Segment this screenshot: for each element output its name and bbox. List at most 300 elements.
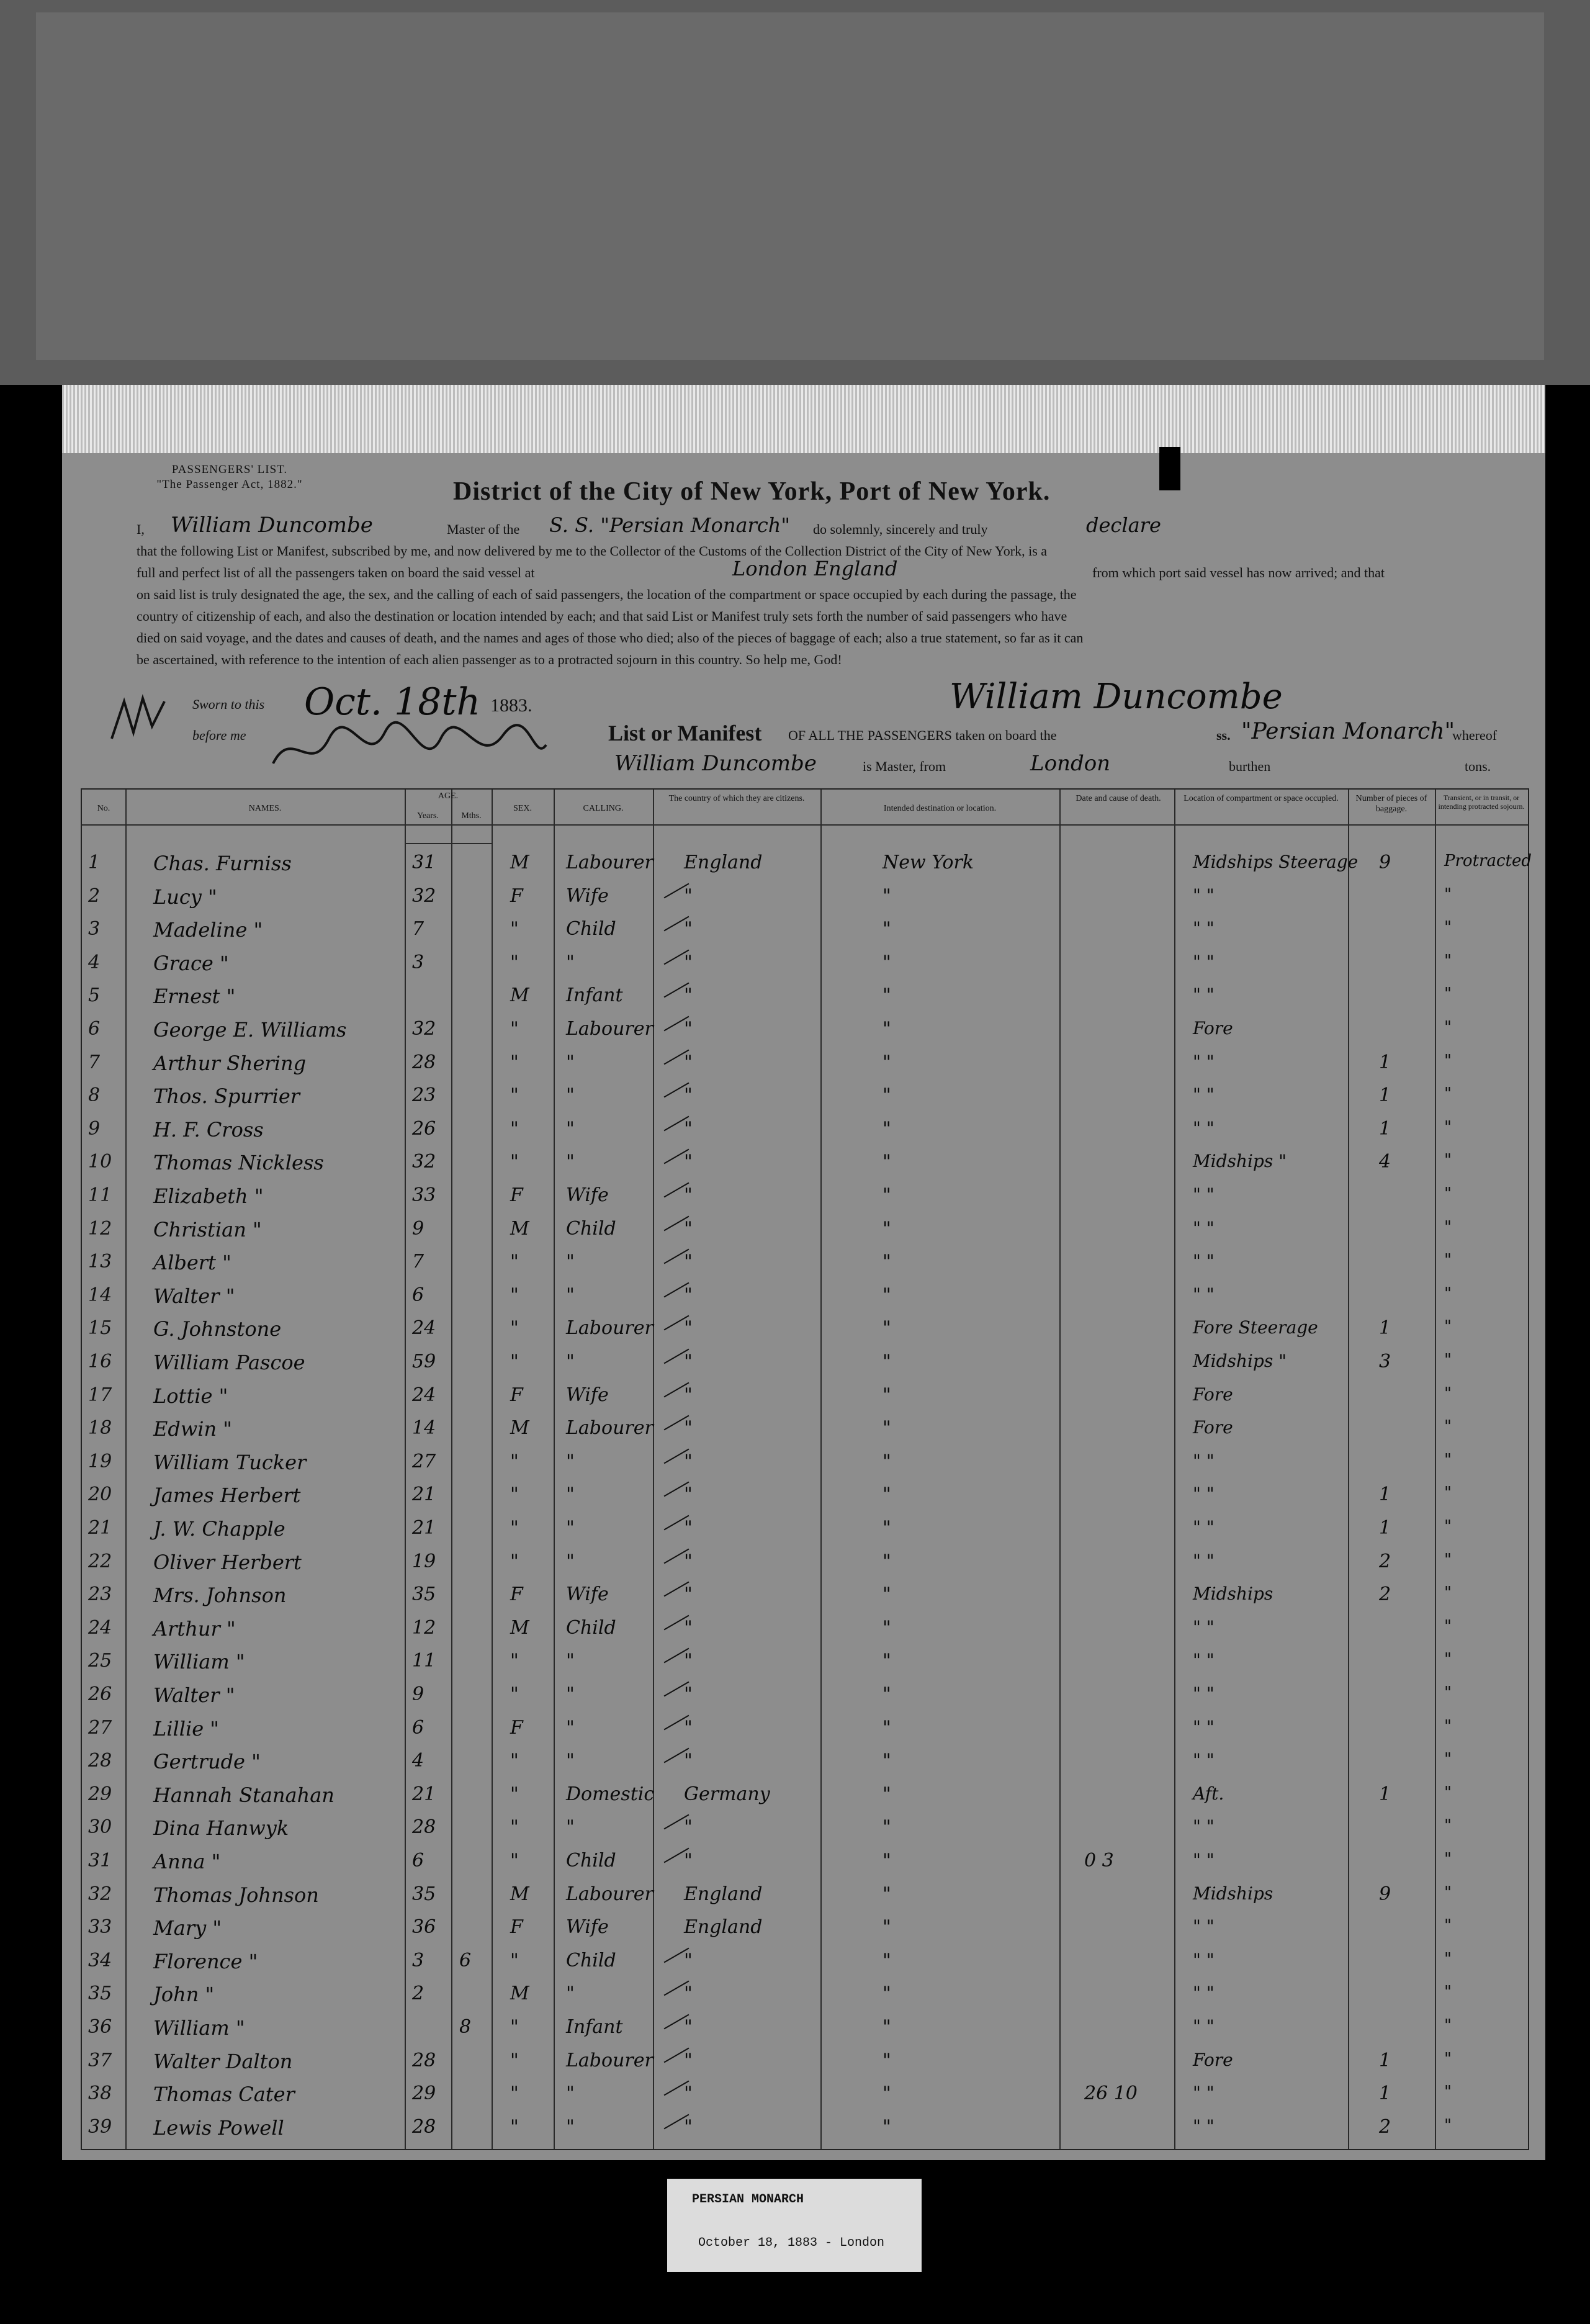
passenger-name: Ernest " — [153, 984, 236, 1009]
location-value: " " — [1193, 2083, 1215, 2104]
age-years: 32 — [412, 1151, 436, 1173]
table-row — [82, 1747, 1528, 1781]
location-value: " " — [1193, 1117, 1215, 1138]
baggage-value: 1 — [1379, 1051, 1391, 1073]
destination-value: " — [883, 1616, 891, 1639]
destination-value: " — [883, 1650, 891, 1672]
age-years: 35 — [412, 1883, 436, 1905]
sex-value: " — [510, 1251, 519, 1273]
baggage-value: 1 — [1379, 2083, 1391, 2105]
row-number: 26 — [88, 1683, 112, 1705]
calling-value: " — [566, 951, 575, 973]
sex-value: M — [510, 1883, 529, 1905]
age-years: 14 — [412, 1417, 436, 1439]
row-number: 23 — [88, 1583, 112, 1606]
destination-value: " — [883, 1783, 891, 1805]
transient-value: " — [1444, 1850, 1452, 1868]
country-value: Germany — [684, 1783, 770, 1805]
transient-value: " — [1444, 1583, 1452, 1603]
destination-value: " — [883, 1983, 891, 2005]
location-value: Fore — [1193, 1417, 1233, 1438]
passenger-name: Florence " — [153, 1949, 258, 1973]
table-row — [82, 1148, 1528, 1182]
oath-line-1: that the following List or Manifest, subscribed by me, and now delivered by me to the Collector of the Customs of the Collection District of the City of New York, is a — [137, 543, 1048, 559]
sworn-year: 1883. — [490, 695, 532, 716]
destination-value: " — [883, 1750, 891, 1772]
manifest-master-handwritten: William Duncombe — [614, 751, 817, 776]
passenger-name: Thomas Cater — [153, 2083, 295, 2107]
microfilm-caption-card — [667, 2179, 922, 2272]
row-number: 17 — [88, 1384, 112, 1406]
sex-value: " — [510, 1117, 519, 1140]
age-years: 9 — [412, 1217, 424, 1240]
destination-value: " — [883, 1816, 891, 1839]
port-handwritten: London England — [732, 557, 898, 580]
transient-value: " — [1444, 1151, 1452, 1170]
passenger-act-text: "The Passenger Act, 1882." — [156, 478, 303, 491]
calling-value: Wife — [566, 1916, 609, 1939]
row-number: 27 — [88, 1716, 112, 1739]
transient-value: " — [1444, 1916, 1452, 1935]
age-years: 32 — [412, 885, 436, 907]
transient-value: " — [1444, 1051, 1452, 1070]
passenger-name: Madeline " — [153, 918, 263, 942]
country-value: " — [684, 1583, 693, 1606]
country-value: " — [684, 2115, 693, 2138]
country-value: " — [684, 951, 693, 973]
passenger-name: J. W. Chapple — [153, 1517, 285, 1541]
sex-value: " — [510, 918, 519, 940]
sex-value: F — [510, 1916, 523, 1939]
row-number: 20 — [88, 1484, 112, 1506]
location-value: " " — [1193, 1816, 1215, 1837]
baggage-value: 1 — [1379, 2049, 1391, 2071]
age-years: 29 — [412, 2083, 436, 2105]
sex-value: " — [510, 1650, 519, 1672]
transient-value: Protracted — [1444, 852, 1532, 870]
passenger-name: H. F. Cross — [153, 1117, 264, 1142]
calling-value: " — [566, 1750, 575, 1772]
passenger-name: John " — [153, 1983, 215, 2007]
table-row — [82, 1415, 1528, 1448]
country-value: " — [684, 1484, 693, 1506]
calling-value: " — [566, 1151, 575, 1173]
before-me-text: before me — [192, 727, 246, 743]
age-years: 35 — [412, 1583, 436, 1606]
age-years: 21 — [412, 1484, 436, 1506]
calling-value: Child — [566, 918, 616, 940]
table-row — [82, 1914, 1528, 1947]
manifest-vessel-handwritten: "Persian Monarch" — [1241, 719, 1455, 744]
passenger-name: Mary " — [153, 1916, 222, 1940]
destination-value: " — [883, 1117, 891, 1140]
transient-value: " — [1444, 1983, 1452, 2002]
passenger-name: Mrs. Johnson — [153, 1583, 287, 1608]
sex-value: F — [510, 1384, 523, 1406]
col-header-age: AGE. — [438, 791, 459, 801]
passenger-name: Gertrude " — [153, 1750, 261, 1774]
calling-value: " — [566, 1251, 575, 1273]
country-value: England — [684, 852, 763, 873]
calling-value: Labourer — [566, 1018, 654, 1040]
location-value: " " — [1193, 1517, 1215, 1538]
country-value: " — [684, 1450, 693, 1472]
passenger-name: Thomas Nickless — [153, 1151, 324, 1175]
transient-value: " — [1444, 1816, 1452, 1835]
destination-value: New York — [883, 852, 974, 873]
location-value: Midships " — [1193, 1151, 1287, 1172]
location-value: " " — [1193, 1217, 1215, 1238]
age-years: 28 — [412, 2049, 436, 2071]
sworn-section — [99, 677, 1527, 788]
age-months: 8 — [459, 2016, 472, 2038]
age-years: 28 — [412, 2115, 436, 2138]
destination-value: " — [883, 1916, 891, 1939]
calling-value: " — [566, 1484, 575, 1506]
location-value: " " — [1193, 1184, 1215, 1205]
destination-value: " — [883, 1317, 891, 1340]
row-number: 12 — [88, 1217, 112, 1240]
linen-binding-strip — [62, 385, 1545, 453]
transient-value: " — [1444, 1616, 1452, 1636]
sex-value: " — [510, 1484, 519, 1506]
calling-value: Wife — [566, 1384, 609, 1406]
destination-value: " — [883, 2049, 891, 2071]
transient-value: " — [1444, 1317, 1452, 1336]
country-value: " — [684, 1417, 693, 1439]
location-value: " " — [1193, 1683, 1215, 1704]
sex-value: " — [510, 1018, 519, 1040]
location-value: " " — [1193, 1716, 1215, 1737]
table-row — [82, 1016, 1528, 1049]
table-row — [82, 1382, 1528, 1415]
calling-value: Labourer — [566, 1883, 654, 1905]
table-row — [82, 883, 1528, 916]
sex-value: " — [510, 1816, 519, 1839]
country-value: " — [684, 1650, 693, 1672]
passenger-name: William " — [153, 1650, 245, 1674]
transient-value: " — [1444, 1783, 1452, 1802]
passenger-name: Edwin " — [153, 1417, 232, 1441]
country-value: " — [684, 1716, 693, 1739]
vessel-name-handwritten: S. S. "Persian Monarch" — [549, 513, 791, 537]
destination-value: " — [883, 1417, 891, 1439]
sex-value: " — [510, 1517, 519, 1539]
table-row — [82, 1581, 1528, 1615]
row-number: 11 — [88, 1184, 112, 1206]
country-value: " — [684, 1251, 693, 1273]
table-row — [82, 1847, 1528, 1881]
table-row — [82, 949, 1528, 983]
row-number: 10 — [88, 1151, 112, 1173]
calling-value: Labourer — [566, 1317, 654, 1340]
location-value: " " — [1193, 1983, 1215, 2004]
table-row — [82, 1647, 1528, 1681]
oath-line-4: country of citizenship of each, and also the destination or location intended by each; and that said List or Manifest truly sets forth the number of said passengers who have — [137, 608, 1067, 624]
sex-value: " — [510, 1051, 519, 1073]
calling-value: Wife — [566, 1583, 609, 1606]
passenger-table — [81, 788, 1532, 2150]
destination-value: " — [883, 918, 891, 940]
age-years: 24 — [412, 1384, 436, 1406]
sex-value: " — [510, 1450, 519, 1472]
oath-line-5: died on said voyage, and the dates and causes of death, and the names and ages of those who died; also of the pieces of baggage of each; also a true statement, so far as it can — [137, 630, 1084, 646]
row-number: 36 — [88, 2016, 112, 2038]
sex-value: M — [510, 1217, 529, 1240]
baggage-value: 1 — [1379, 1517, 1391, 1539]
location-value: " " — [1193, 1084, 1215, 1106]
country-value: " — [684, 1351, 693, 1372]
calling-value: Infant — [566, 2016, 623, 2038]
location-value: " " — [1193, 1616, 1215, 1637]
master-name-handwritten: William Duncombe — [171, 513, 373, 538]
baggage-value: 2 — [1379, 2115, 1391, 2138]
col-header-years: Years. — [417, 811, 439, 821]
sex-value: F — [510, 1583, 523, 1606]
table-row — [82, 1881, 1528, 1914]
location-value: " " — [1193, 2115, 1215, 2137]
age-years: 7 — [412, 1251, 424, 1273]
destination-value: " — [883, 951, 891, 973]
transient-value: " — [1444, 2049, 1452, 2068]
oath-line-3: on said list is truly designated the age, the sex, and the calling of each of said passengers, the location of the compartment or space occupied by each during the passage, the — [137, 587, 1077, 602]
row-number: 39 — [88, 2115, 112, 2138]
table-row — [82, 1115, 1528, 1149]
transient-value: " — [1444, 1251, 1452, 1270]
age-years: 28 — [412, 1816, 436, 1839]
table-row — [82, 2114, 1528, 2147]
passenger-name: Lillie " — [153, 1716, 220, 1741]
country-value: " — [684, 1151, 693, 1173]
country-value: " — [684, 1217, 693, 1240]
age-years: 21 — [412, 1517, 436, 1539]
location-value: " " — [1193, 1284, 1215, 1305]
location-value: " " — [1193, 1650, 1215, 1671]
passenger-name: Thomas Johnson — [153, 1883, 319, 1907]
location-value: Aft. — [1193, 1783, 1224, 1804]
transient-value: " — [1444, 951, 1452, 970]
transient-value: " — [1444, 1384, 1452, 1403]
sex-value: " — [510, 1949, 519, 1971]
transient-value: " — [1444, 1450, 1452, 1469]
row-number: 9 — [88, 1117, 101, 1140]
location-value: Fore — [1193, 1018, 1233, 1038]
destination-value: " — [883, 2083, 891, 2105]
destination-value: " — [883, 1550, 891, 1572]
table-row — [82, 1714, 1528, 1748]
transient-value: " — [1444, 984, 1452, 1004]
destination-value: " — [883, 1251, 891, 1273]
destination-value: " — [883, 2016, 891, 2038]
calling-value: " — [566, 1517, 575, 1539]
location-value: " " — [1193, 1251, 1215, 1272]
country-value: " — [684, 1051, 693, 1073]
table-row — [82, 916, 1528, 949]
passenger-name: William Pascoe — [153, 1351, 305, 1374]
scanner-background — [0, 0, 1590, 385]
transient-value: " — [1444, 1084, 1452, 1104]
country-value: " — [684, 1284, 693, 1306]
notary-initials-mark — [106, 689, 180, 757]
age-years: 36 — [412, 1916, 436, 1939]
row-number: 8 — [88, 1084, 101, 1107]
country-value: " — [684, 1616, 693, 1639]
table-row — [82, 1947, 1528, 1981]
country-value: " — [684, 1084, 693, 1107]
age-subheader-divider — [405, 843, 492, 844]
sex-value: " — [510, 1783, 519, 1805]
transient-value: " — [1444, 1683, 1452, 1702]
transient-value: " — [1444, 1484, 1452, 1503]
passenger-name: G. Johnstone — [153, 1317, 282, 1341]
binding-clip — [1159, 447, 1180, 490]
calling-value: " — [566, 1284, 575, 1306]
location-value: Midships " — [1193, 1351, 1287, 1371]
passenger-name: Anna " — [153, 1850, 221, 1873]
manifest-is-master-from: is Master, from — [863, 759, 946, 774]
table-row — [82, 1282, 1528, 1315]
master-signature-handwritten: William Duncombe — [950, 677, 1283, 717]
age-years: 4 — [412, 1750, 424, 1772]
calling-value: Domestic — [566, 1783, 655, 1805]
passenger-name: Walter " — [153, 1284, 235, 1308]
calling-value: " — [566, 1084, 575, 1107]
manifest-burthen: burthen — [1229, 759, 1271, 774]
calling-value: Child — [566, 1616, 616, 1639]
table-row — [82, 2014, 1528, 2047]
destination-value: " — [883, 1184, 891, 1206]
location-value: " " — [1193, 1916, 1215, 1937]
country-value: " — [684, 885, 693, 907]
passenger-name: Grace " — [153, 951, 229, 975]
sex-value: " — [510, 1683, 519, 1705]
row-number: 3 — [88, 918, 101, 940]
col-header-location: Location of compartment or space occupied. — [1184, 794, 1339, 803]
table-row — [82, 1448, 1528, 1482]
col-header-calling: CALLING. — [583, 804, 624, 813]
row-number: 30 — [88, 1816, 112, 1839]
calling-value: Wife — [566, 885, 609, 907]
calling-value: Child — [566, 1850, 616, 1871]
passenger-name: Oliver Herbert — [153, 1550, 302, 1574]
row-number: 22 — [88, 1550, 112, 1572]
destination-value: " — [883, 1850, 891, 1871]
sex-value: M — [510, 852, 529, 873]
col-header-death: Date and cause of death. — [1076, 794, 1161, 803]
col-header-destination: Intended destination or location. — [883, 804, 997, 813]
destination-value: " — [883, 1351, 891, 1372]
location-value: " " — [1193, 1949, 1215, 1970]
location-value: " " — [1193, 1750, 1215, 1771]
baggage-value: 9 — [1379, 852, 1391, 873]
destination-value: " — [883, 1517, 891, 1539]
row-number: 4 — [88, 951, 101, 973]
age-years: 3 — [412, 1949, 424, 1971]
row-number: 18 — [88, 1417, 112, 1439]
transient-value: " — [1444, 1716, 1452, 1736]
baggage-value: 1 — [1379, 1484, 1391, 1506]
transient-value: " — [1444, 918, 1452, 937]
age-years: 24 — [412, 1317, 436, 1340]
transient-value: " — [1444, 1284, 1452, 1303]
row-number: 2 — [88, 885, 101, 907]
passenger-name: Albert " — [153, 1251, 231, 1275]
table-row — [82, 1515, 1528, 1548]
sex-value: " — [510, 1351, 519, 1372]
baggage-value: 9 — [1379, 1883, 1391, 1905]
destination-value: " — [883, 1716, 891, 1739]
country-value: " — [684, 1816, 693, 1839]
age-years: 27 — [412, 1450, 436, 1472]
passenger-name: Walter " — [153, 1683, 235, 1707]
sex-value: " — [510, 2049, 519, 2071]
baggage-value: 1 — [1379, 1117, 1391, 1140]
country-value: " — [684, 1184, 693, 1206]
location-value: Fore — [1193, 1384, 1233, 1405]
table-row — [82, 1348, 1528, 1382]
age-years: 6 — [412, 1284, 424, 1306]
passenger-name: Chas. Furniss — [153, 852, 292, 875]
passenger-name: Lewis Powell — [153, 2115, 284, 2140]
manifest-of-all-text: OF ALL THE PASSENGERS taken on board the — [788, 727, 1057, 743]
table-row — [82, 1315, 1528, 1348]
location-value: Midships Steerage — [1193, 852, 1359, 872]
row-number: 1 — [88, 852, 101, 873]
sex-value: M — [510, 1983, 529, 2005]
calling-value: " — [566, 1117, 575, 1140]
passenger-name: Thos. Spurrier — [153, 1084, 300, 1109]
transient-value: " — [1444, 1217, 1452, 1236]
calling-value: " — [566, 1051, 575, 1073]
calling-value: " — [566, 1716, 575, 1739]
row-number: 19 — [88, 1450, 112, 1472]
caption-ship-name: PERSIAN MONARCH — [692, 2192, 804, 2207]
baggage-value: 4 — [1379, 1151, 1391, 1173]
oath-paragraph — [137, 513, 1502, 680]
death-value: 26 10 — [1084, 2083, 1138, 2105]
baggage-value: 2 — [1379, 1550, 1391, 1572]
destination-value: " — [883, 885, 891, 907]
location-value: " " — [1193, 1450, 1215, 1471]
sex-value: " — [510, 1550, 519, 1572]
location-value: " " — [1193, 984, 1215, 1006]
country-value: England — [684, 1883, 763, 1905]
age-years: 31 — [412, 852, 436, 873]
table-row — [82, 1681, 1528, 1714]
location-value: Fore — [1193, 2049, 1233, 2070]
manifest-whereof: whereof — [1452, 727, 1498, 743]
row-number: 38 — [88, 2083, 112, 2105]
passenger-name: Lottie " — [153, 1384, 228, 1408]
country-value: " — [684, 918, 693, 940]
row-number: 5 — [88, 984, 101, 1007]
row-number: 34 — [88, 1949, 112, 1971]
col-header-sex: SEX. — [513, 804, 532, 813]
calling-value: Labourer — [566, 1417, 654, 1439]
transient-value: " — [1444, 1949, 1452, 1968]
oath-i: I, — [137, 521, 145, 537]
calling-value: Child — [566, 1949, 616, 1971]
age-years: 32 — [412, 1018, 436, 1040]
passenger-name: Dina Hanwyk — [153, 1816, 289, 1840]
table-row — [82, 849, 1532, 883]
passenger-name: Hannah Stanahan — [153, 1783, 335, 1807]
sex-value: F — [510, 1184, 523, 1206]
sex-value: " — [510, 1750, 519, 1772]
col-header-baggage: Number of pieces of baggage. — [1355, 794, 1427, 814]
passengers-list-label — [155, 462, 304, 492]
row-number: 25 — [88, 1650, 112, 1672]
